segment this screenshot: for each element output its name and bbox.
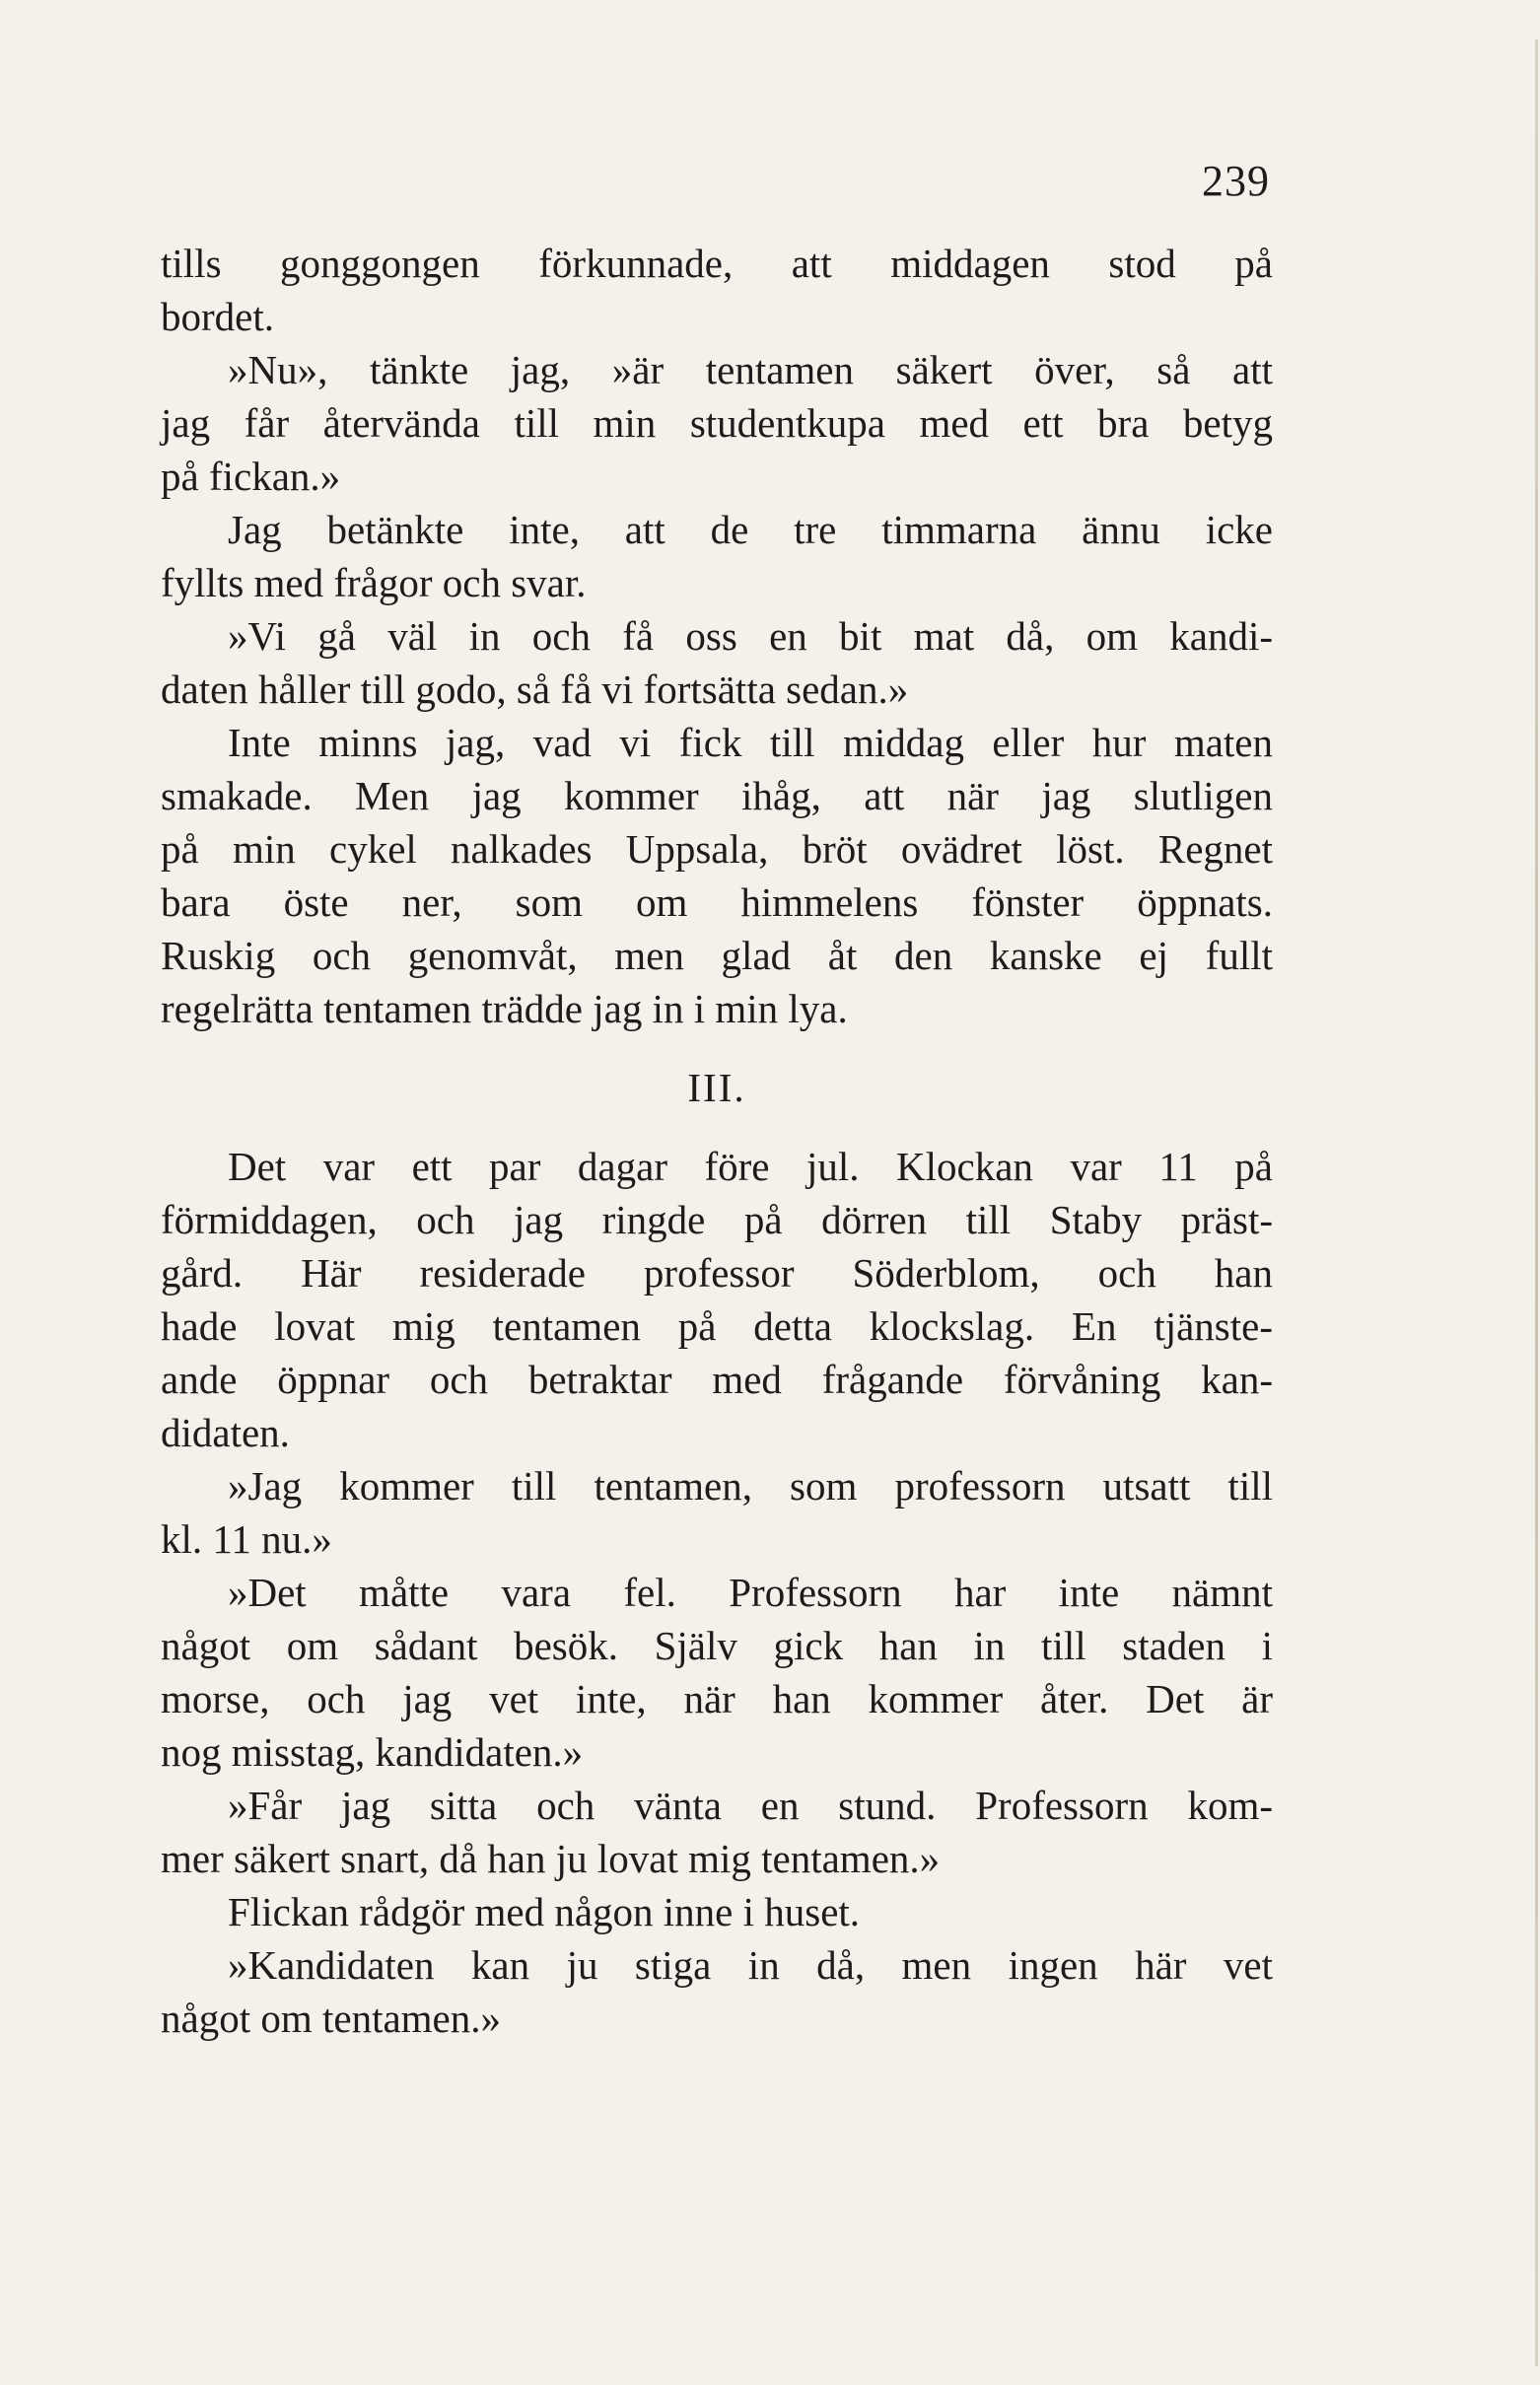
paragraph [161, 1459, 1273, 1566]
text-line: Inte minns jag, vad vi fick till middag eller hur maten [228, 720, 1273, 765]
text-line: »Vi gå väl in och få oss en bit mat då, om kandi- [228, 613, 1273, 659]
text-line: Flickan rådgör med någon inne i huset. [228, 1889, 861, 1934]
text-line: »Det måtte vara fel. Professorn har inte nämnt [228, 1570, 1273, 1615]
text-line: »Får jag sitta och vänta en stund. Professorn kom- [228, 1783, 1273, 1828]
text-line: något om sådant besök. Själv gick han in till staden i [161, 1623, 1273, 1668]
paragraph [161, 1140, 1273, 1459]
text-line: förmiddagen, och jag ringde på dörren till Staby präst- [161, 1197, 1273, 1242]
page-edge-shadow [1535, 39, 1538, 2366]
text-line: daten håller till godo, så få vi fortsätta sedan.» [161, 666, 909, 712]
section-heading: III. [687, 1065, 746, 1110]
paragraph [161, 1566, 1273, 1779]
text-line: ande öppnar och betraktar med frågande förvåning kan- [161, 1357, 1273, 1402]
text-line: smakade. Men jag kommer ihåg, att när jag slutligen [161, 773, 1273, 818]
text-line: »Jag kommer till tentamen, som professorn utsatt till [228, 1463, 1273, 1508]
text-line: bara öste ner, som om himmelens fönster öppnats. [161, 879, 1273, 925]
text-line: »Nu», tänkte jag, »är tentamen säkert över, så att [228, 347, 1273, 392]
paragraph [161, 503, 1273, 609]
text-line: Ruskig och genomvåt, men glad åt den kanske ej fullt [161, 933, 1273, 978]
text-line: på min cykel nalkades Uppsala, bröt ovädret löst. Regnet [161, 826, 1273, 872]
text-line: didaten. [161, 1410, 290, 1455]
paragraph [161, 609, 1273, 716]
text-line: på fickan.» [161, 454, 341, 499]
text-line: hade lovat mig tentamen på detta klockslag. En tjänste- [161, 1303, 1273, 1349]
text-line: regelrätta tentamen trädde jag in i min lya. [161, 986, 848, 1031]
text-line: något om tentamen.» [161, 1996, 501, 2041]
text-line: fyllts med frågor och svar. [161, 560, 587, 605]
text-line: tills gonggongen förkunnade, att middagen stod på [161, 241, 1273, 286]
text-line: morse, och jag vet inte, när han kommer åter. Det är [161, 1676, 1273, 1721]
paragraph [161, 1938, 1273, 2045]
text-line: nog misstag, kandidaten.» [161, 1729, 584, 1775]
body-text [161, 237, 1273, 2045]
paragraph [161, 237, 1273, 343]
text-line: »Kandidaten kan ju stiga in då, men ingen här vet [228, 1942, 1273, 1988]
text-line: gård. Här residerade professor Söderblom, och han [161, 1250, 1273, 1296]
text-line: jag får återvända till min studentkupa med ett bra betyg [161, 400, 1273, 446]
page-number: 239 [1202, 157, 1270, 205]
paragraph [161, 1779, 1273, 1885]
text-line: bordet. [161, 294, 274, 339]
paragraph [161, 716, 1273, 1035]
text-line: Det var ett par dagar före jul. Klockan var 11 på [228, 1144, 1273, 1189]
paragraph [161, 343, 1273, 503]
text-line: Jag betänkte inte, att de tre timmarna ännu icke [228, 507, 1273, 552]
text-line: kl. 11 nu.» [161, 1516, 332, 1562]
text-line: mer säkert snart, då han ju lovat mig tentamen.» [161, 1836, 941, 1881]
paragraph [161, 1885, 1273, 1938]
